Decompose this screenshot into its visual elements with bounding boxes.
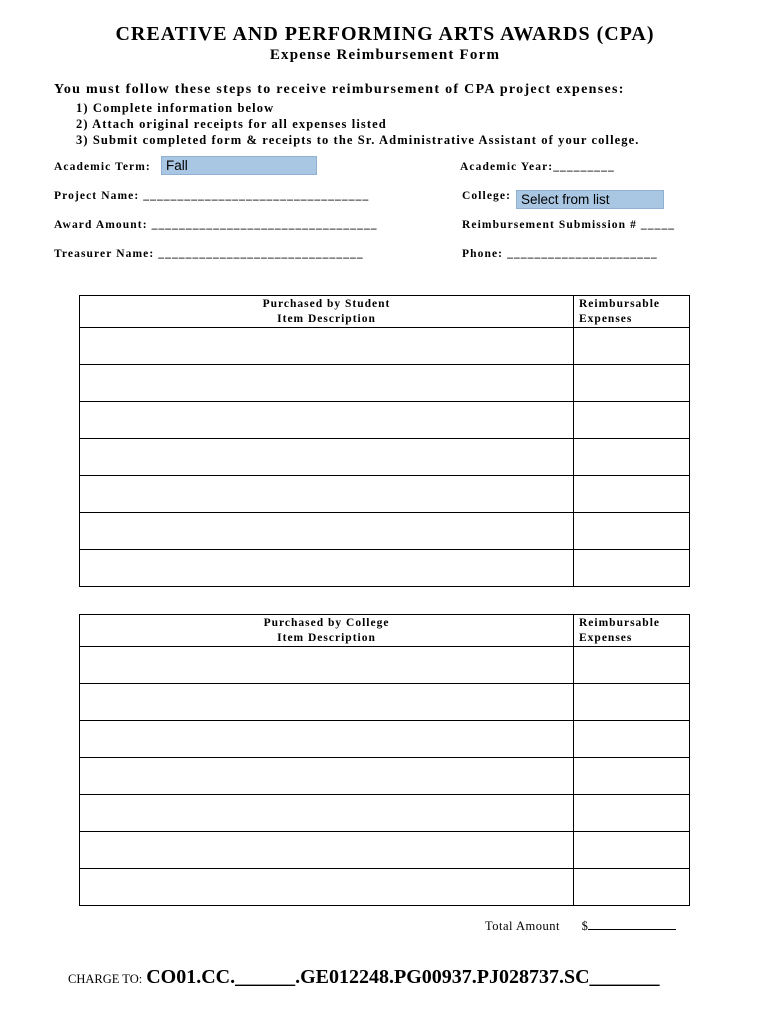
reimbursable-expense-cell[interactable] (574, 476, 690, 513)
expense-row (80, 402, 690, 439)
item-description-cell[interactable] (80, 476, 574, 513)
total-amount-field[interactable] (588, 920, 676, 930)
reimbursable-expense-cell[interactable] (574, 869, 690, 906)
header-line: Reimbursable (579, 617, 660, 629)
college-dropdown[interactable]: Select from list (516, 190, 664, 209)
instruction-steps (76, 100, 640, 148)
phone-label: Phone: ______________________ (462, 248, 658, 260)
reimbursable-expense-cell[interactable] (574, 328, 690, 365)
reimbursable-expense-cell[interactable] (574, 684, 690, 721)
item-description-cell[interactable] (80, 758, 574, 795)
treasurer-name-label: Treasurer Name: ______________________________ (54, 248, 364, 260)
item-description-cell[interactable] (80, 684, 574, 721)
instruction-step: 3) Submit completed form & receipts to the Sr. Administrative Assistant of your college. (76, 133, 640, 147)
item-description-header (80, 296, 574, 328)
expense-row (80, 439, 690, 476)
project-name-label: Project Name: _________________________________ (54, 190, 370, 202)
reimbursable-expense-cell[interactable] (574, 721, 690, 758)
item-description-cell[interactable] (80, 550, 574, 587)
expense-row (80, 513, 690, 550)
instructions-heading: You must follow these steps to receive reimbursement of CPA project expenses: (54, 82, 625, 97)
item-description-cell[interactable] (80, 402, 574, 439)
reimbursement-submission-label: Reimbursement Submission # _____ (462, 219, 676, 231)
header-line: Purchased by Student (262, 298, 391, 310)
college-purchases-table (79, 614, 690, 906)
expense-row (80, 684, 690, 721)
item-description-cell[interactable] (80, 328, 574, 365)
total-currency: $ (581, 919, 589, 933)
reimbursable-expense-cell[interactable] (574, 758, 690, 795)
header-line: Item Description (277, 632, 376, 644)
student-purchases-table (79, 295, 690, 587)
expense-row (80, 647, 690, 684)
instruction-step: 2) Attach original receipts for all expenses listed (76, 117, 387, 131)
student-table-body (80, 328, 690, 587)
instruction-step: 1) Complete information below (76, 101, 275, 115)
reimbursable-expense-cell[interactable] (574, 439, 690, 476)
item-description-cell[interactable] (80, 795, 574, 832)
reimbursable-expense-cell[interactable] (574, 365, 690, 402)
header-line: Item Description (277, 313, 376, 325)
item-description-cell[interactable] (80, 647, 574, 684)
expense-row (80, 758, 690, 795)
reimbursable-expenses-header (574, 615, 690, 647)
reimbursable-expense-cell[interactable] (574, 647, 690, 684)
item-description-cell[interactable] (80, 832, 574, 869)
reimbursable-expenses-header (574, 296, 690, 328)
charge-code: CO01.CC.______.GE012248.PG00937.PJ028737.SC_______ (146, 966, 660, 988)
charge-to-label: CHARGE TO: (68, 972, 143, 986)
header-line: Expenses (579, 632, 633, 644)
reimbursable-expense-cell[interactable] (574, 402, 690, 439)
item-description-cell[interactable] (80, 721, 574, 758)
expense-row (80, 832, 690, 869)
expense-row (80, 550, 690, 587)
form-title: CREATIVE AND PERFORMING ARTS AWARDS (CPA) (115, 23, 655, 45)
charge-to (68, 966, 660, 989)
expense-row (80, 328, 690, 365)
header-line: Expenses (579, 313, 633, 325)
item-description-cell[interactable] (80, 439, 574, 476)
header-line: Purchased by College (263, 617, 390, 629)
reimbursable-expense-cell[interactable] (574, 513, 690, 550)
expense-row (80, 869, 690, 906)
reimbursable-expense-cell[interactable] (574, 550, 690, 587)
item-description-cell[interactable] (80, 869, 574, 906)
total-amount (485, 919, 676, 934)
item-description-cell[interactable] (80, 365, 574, 402)
award-amount-label: Award Amount: _________________________________ (54, 219, 378, 231)
total-amount-label: Total Amount (485, 919, 560, 933)
academic-term-field[interactable]: Fall (161, 156, 317, 175)
reimbursable-expense-cell[interactable] (574, 832, 690, 869)
reimbursable-expense-cell[interactable] (574, 795, 690, 832)
expense-row (80, 721, 690, 758)
expense-row (80, 476, 690, 513)
academic-term-label: Academic Term: (54, 161, 151, 173)
item-description-header (80, 615, 574, 647)
college-label: College: (462, 190, 512, 202)
college-table-body (80, 647, 690, 906)
item-description-cell[interactable] (80, 513, 574, 550)
expense-row (80, 365, 690, 402)
academic-year-label: Academic Year:_________ (460, 161, 615, 173)
expense-row (80, 795, 690, 832)
form-subtitle: Expense Reimbursement Form (269, 47, 501, 63)
header-line: Reimbursable (579, 298, 660, 310)
